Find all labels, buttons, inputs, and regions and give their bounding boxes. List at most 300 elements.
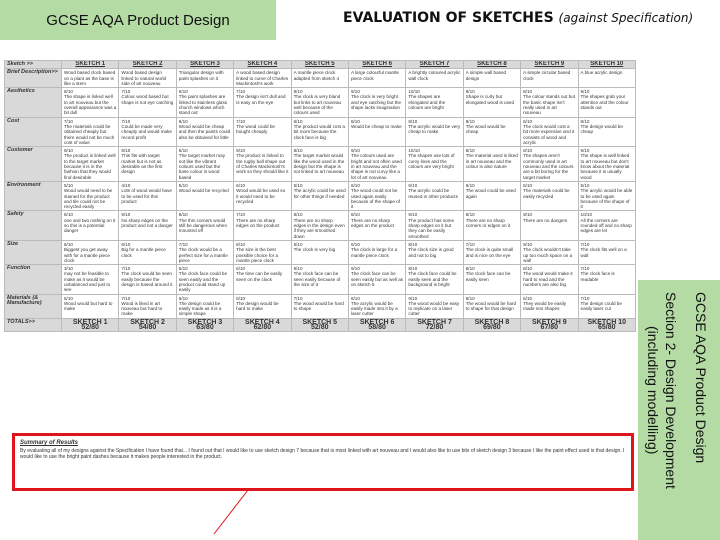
cell-score: 8/10: [293, 212, 303, 218]
table-cell: [521, 181, 578, 210]
cell-score: 6/10: [178, 148, 188, 154]
table-cell: [406, 265, 463, 294]
cell-score: 7/10: [178, 241, 188, 247]
cell-comment: The colour stands out but the basic shape isn't really used in art nouveau: [523, 94, 575, 116]
cell-comment: The wood would be easy to replicate on a laser cutter: [408, 300, 460, 317]
side-title: GCSE AQA Product Design: [693, 292, 709, 464]
cell-score: 8/10: [408, 266, 418, 272]
criteria-row: [5, 147, 636, 182]
cell-score: 6/10: [236, 182, 246, 188]
table-cell: [578, 88, 635, 117]
cell-score: 8/10: [408, 241, 418, 247]
cell-score: 8/10: [465, 295, 475, 301]
criteria-label: Safety: [5, 211, 62, 240]
sketch-description: Wood based clock based on a plant as the base is like a stem: [62, 69, 119, 88]
totals-row: [5, 318, 636, 332]
sketch-description: Wood based design linked to natural world side of art nouveau: [119, 69, 176, 88]
total-sketch-name: SKETCH 7: [417, 318, 452, 326]
cell-comment: Shape is curly but elongated wood is used: [465, 94, 515, 105]
cell-score: 8/10: [408, 118, 418, 124]
table-cell: [119, 147, 176, 182]
cell-comment: Wood would be used so it would need to be recycled: [236, 188, 286, 204]
sketch-heading: SKETCH 8: [463, 61, 520, 69]
evaluation-table: [4, 60, 636, 332]
table-cell: [463, 265, 520, 294]
cell-score: 6/10: [64, 241, 73, 247]
cell-score: 8/10: [523, 89, 533, 95]
table-cell: [348, 265, 405, 294]
total-score: 62/80: [253, 324, 272, 332]
sketch-description: A brightly coloured acrylic wall clock: [406, 69, 463, 88]
criteria-label: Customer: [5, 147, 62, 182]
cell-comment: The shapes use lots of curvy lines and the colours are very bright: [408, 153, 455, 170]
cell-score: 9/10: [350, 266, 360, 272]
cell-comment: The product would cost a bit more because the clock face is big: [293, 123, 345, 140]
total-cell: [406, 318, 463, 332]
cell-comment: There are no dangers: [523, 217, 568, 223]
description-row: [5, 69, 636, 88]
cell-score: 5/10: [64, 295, 73, 301]
cell-score: 6/10: [178, 295, 188, 301]
table-cell: [176, 181, 233, 210]
table-cell: [463, 240, 520, 264]
cell-score: 7/10: [121, 89, 131, 95]
cell-score: 8/10: [178, 212, 188, 218]
table-cell: [406, 211, 463, 240]
cell-score: 6/10: [236, 266, 246, 272]
table-cell: [234, 88, 291, 117]
table-cell: [119, 88, 176, 117]
cell-score: 6/10: [350, 182, 360, 188]
cell-comment: The design would be hard to make: [236, 300, 279, 312]
table-cell: [463, 117, 520, 146]
cell-score: 8/10: [465, 212, 475, 218]
table-cell: [348, 211, 405, 240]
cell-comment: The shapes aren't commonly used in art nouveau and the colours are a bit boring for the target market: [523, 153, 574, 180]
total-score: 72/80: [425, 324, 444, 332]
cell-score: 8/10: [523, 148, 533, 154]
cell-comment: No sharp edges on the product and not a danger: [121, 217, 173, 229]
table-cell: [291, 211, 348, 240]
criteria-row: [5, 211, 636, 240]
cell-comment: The time can be easily seen on the clock: [236, 271, 283, 282]
cell-score: 8/10: [523, 266, 533, 272]
cell-comment: All the corners are rounded off and no sharp edges are let: [580, 217, 632, 234]
table-cell: [521, 147, 578, 182]
evaluation-title: EVALUATION OF SKETCHES: [343, 10, 554, 26]
cell-score: 5/10: [178, 182, 188, 188]
cell-score: 7/10: [465, 241, 475, 247]
table-cell: [521, 88, 578, 117]
cell-score: 7/10: [236, 212, 246, 218]
sketch-heading: SKETCH 6: [348, 61, 405, 69]
cell-comment: The clock face is readable: [580, 271, 615, 282]
cell-score: 9/10: [465, 89, 475, 95]
cell-comment: There are no sharp edges on the product: [350, 217, 395, 229]
table-cell: [406, 181, 463, 210]
total-cell: [348, 318, 405, 332]
cell-comment: The colours used are bright and not often used in art nouveau and the shape is not curvy like a lot of art nouveau: [350, 153, 402, 180]
table-cell: [578, 265, 635, 294]
table-cell: [348, 240, 405, 264]
criteria-row: [5, 240, 636, 264]
cell-comment: The clock face could be easily seen and the background is bright: [408, 271, 457, 287]
cell-score: 8/10: [465, 266, 475, 272]
cell-comment: Big for a mantle piece clock: [121, 247, 166, 258]
total-cell: [119, 318, 176, 332]
table-cell: [291, 181, 348, 210]
cell-comment: The acrylic would be able to be used again because of the shape of it: [580, 188, 633, 210]
cell-comment: The shape is well linked to art nouveau but don't know about the material because it is usually wood: [580, 153, 630, 180]
cell-score: 9/10: [523, 241, 533, 247]
cell-score: 6/10: [178, 118, 188, 124]
cell-score: 6/10: [465, 182, 475, 188]
table-cell: [234, 117, 291, 146]
cell-score: 9/10: [350, 148, 360, 154]
total-sketch-name: SKETCH 9: [532, 318, 567, 326]
cell-comment: The target market may not like the vibrant colours used but the base colour is wood based: [178, 153, 225, 180]
table-cell: [578, 117, 635, 146]
total-sketch-name: SKETCH 6: [359, 318, 395, 326]
cell-score: 4/10: [121, 182, 131, 188]
table-cell: [348, 117, 405, 146]
cell-comment: The design could be easily made as it is a simple shape: [178, 300, 222, 317]
sketch-description: A simple wall based design: [463, 69, 520, 88]
cell-comment: The clock fits well on a wall: [580, 247, 627, 258]
cell-score: 5/10: [523, 182, 533, 188]
table-cell: [291, 88, 348, 117]
table-cell: [176, 147, 233, 182]
sketch-heading: SKETCH 4: [234, 61, 291, 69]
cell-comment: The acrylic would be easily made into it by a laser cutter: [350, 300, 398, 317]
cell-comment: Biggest you get away with for a mantle piece clock: [64, 247, 110, 263]
summary-text: By evaluating all of my designs against the Specification I have found that... I found out that I would like to use sketch design 7 because that is most linked with art nouveau and I would also like to use bits of sketch design 3 because I like the paint effect used is that design. I would like to use the bright paint dashes because it makes people interested in the product.: [20, 448, 625, 460]
sketch-description: A wood based design linked to curve of Charles Mackintosh's work: [234, 69, 291, 88]
cell-score: 6/10: [523, 118, 533, 124]
table-cell: [62, 117, 119, 146]
totals-label: TOTALS>>: [5, 318, 62, 332]
table-cell: [521, 240, 578, 264]
sketch-description: A large colourful mantle piece clock: [348, 69, 405, 88]
table-cell: [348, 88, 405, 117]
cell-comment: Could be made very cheaply and would make record profit: [121, 123, 172, 140]
cell-score: 6/10: [408, 182, 418, 188]
cell-comment: The thin corners would still be dangerous when mounted off: [178, 217, 228, 234]
cell-comment: may not be feasible to make as it would be unbalanced and just to see: [64, 271, 111, 293]
cell-comment: There are no sharp edges in the design even if they are smoothed down: [293, 217, 345, 239]
cell-comment: The wood would be hard to shape: [293, 300, 344, 312]
cell-score: 9/10: [408, 295, 418, 301]
cell-comment: The size is the best possible choice for a mantle piece clock: [236, 247, 279, 263]
cell-comment: There are no sharp edges on the product: [236, 217, 280, 229]
table-cell: [62, 265, 119, 294]
cell-score: 7/10: [236, 89, 246, 95]
cell-score: 9/10: [580, 89, 590, 95]
table-cell: [348, 294, 405, 318]
cell-comment: The wood could be used again: [465, 188, 516, 199]
total-cell: [62, 318, 119, 332]
cell-comment: The clock is very bright and eye catching but the shape lacks imagination: [350, 94, 402, 111]
cell-comment: Wood would be cheap and then the paints could also be obtained for little: [178, 123, 231, 140]
summary-title: Summary of Results: [20, 440, 79, 446]
criteria-row: [5, 265, 636, 294]
total-score: 65/80: [597, 324, 616, 332]
table-cell: [119, 265, 176, 294]
cell-score: 6/10: [523, 295, 533, 301]
cell-score: 6/10: [293, 118, 303, 124]
table-cell: [521, 211, 578, 240]
cell-comment: The clock face can be seen easily but as well as on sketch 5: [350, 271, 404, 287]
cell-comment: The wood would be cheap: [465, 123, 506, 135]
cell-comment: The material used is liked in art nouveau and the colour is also nature: [465, 153, 518, 170]
cell-score: 8/10: [350, 212, 360, 218]
cell-comment: The wood would be hard to shape for that design: [465, 300, 517, 312]
cell-score: 8/10: [64, 212, 73, 218]
cell-comment: The clock would be seen easily because the design is based around it: [121, 271, 173, 287]
cell-comment: one and two nothing on it so this is a potential danger: [64, 217, 116, 234]
cell-comment: Would be cheap to make: [350, 123, 402, 129]
cell-comment: The product has some sharp edges on it but they can be easily smoothed: [408, 217, 455, 239]
corner-label: Sketch >>: [5, 61, 62, 69]
cell-comment: The acrylic could be reused in other products: [408, 188, 458, 199]
cell-comment: The wood would make it hard to read and the numbers are also big: [523, 271, 573, 287]
cell-comment: The product is linked well to the target market because it is in the fashion that they would find desirable: [64, 153, 116, 180]
total-sketch-name: SKETCH 8: [474, 318, 510, 326]
cell-score: 7/10: [236, 118, 246, 124]
cell-comment: Colour wood based but shape is not eye catching: [121, 94, 174, 105]
cell-score: 10/10: [580, 212, 593, 218]
table-cell: [62, 147, 119, 182]
table-cell: [406, 294, 463, 318]
table-cell: [176, 265, 233, 294]
table-cell: [291, 265, 348, 294]
table-cell: [62, 88, 119, 117]
cell-score: 7/10: [580, 295, 590, 301]
cell-score: 7/10: [121, 295, 131, 301]
table-cell: [463, 181, 520, 210]
table-cell: [234, 240, 291, 264]
cell-comment: The product is linked to the rugby ball shape out of Charles Mackintosh's work so they should like it: [236, 153, 289, 175]
table-cell: [578, 147, 635, 182]
cell-comment: They would be easily made into shapes: [523, 300, 567, 312]
cell-comment: The design would be cheap: [580, 123, 623, 135]
table-cell: [234, 265, 291, 294]
table-cell: [463, 88, 520, 117]
cell-comment: Wood would need to be stained for the product and tile could not be recycled easily: [64, 188, 113, 210]
table-cell: [291, 240, 348, 264]
table-cell: [119, 294, 176, 318]
table-cell: [463, 294, 520, 318]
table-cell: [578, 211, 635, 240]
table-cell: [521, 117, 578, 146]
cell-score: 9/10: [293, 266, 303, 272]
table-cell: [176, 117, 233, 146]
side-section-line2: (including modelling): [645, 326, 661, 455]
total-score: 54/80: [138, 324, 157, 332]
table-cell: [234, 294, 291, 318]
cell-score: 8/10: [236, 241, 246, 247]
sketch-description: Triangular design with paint splashes on it: [176, 69, 233, 88]
cell-comment: Wood would be recycled: [178, 188, 229, 194]
total-sketch-name: SKETCH 3: [187, 318, 223, 326]
cell-comment: The design isn't dull and is easy on the eye: [236, 94, 286, 105]
table-cell: [291, 294, 348, 318]
total-sketch-name: SKETCH 5: [302, 318, 338, 326]
side-section-line1: Section 2- Design Development: [663, 292, 679, 489]
criteria-label: Aesthetics: [5, 88, 62, 117]
sketch-heading: SKETCH 5: [291, 61, 348, 69]
criteria-row: [5, 294, 636, 318]
cell-comment: The clock would be a perfect size for a mantle piece: [178, 247, 228, 263]
side-section: [644, 292, 680, 489]
cell-comment: Wood is liked in art nouveau but hard to make: [121, 300, 163, 317]
criteria-label: Materials (& Manufacture): [5, 294, 62, 318]
table-cell: [521, 265, 578, 294]
table-cell: [348, 181, 405, 210]
sketch-heading: SKETCH 2: [119, 61, 176, 69]
cell-score: 9/10: [408, 212, 418, 218]
cell-score: 9/10: [580, 148, 590, 154]
cell-score: 7/10: [121, 266, 131, 272]
cell-score: 8/10: [293, 89, 303, 95]
sketch-description: A simple circular based clock: [521, 69, 578, 88]
cell-score: 7/10: [121, 118, 131, 124]
cell-score: 9/10: [64, 148, 73, 154]
table-cell: [176, 294, 233, 318]
total-cell: [578, 318, 635, 332]
evaluation-subtitle: (against Specification): [558, 11, 694, 25]
sketch-heading: SKETCH 10: [578, 61, 635, 69]
cell-score: 5/10: [580, 182, 590, 188]
cell-comment: The clock face can be easily seen: [465, 271, 511, 282]
cell-comment: There are no sharp corners or edges on it: [465, 217, 511, 229]
cell-score: 6/10: [121, 241, 131, 247]
sketch-heading: SKETCH 3: [176, 61, 233, 69]
cell-comment: The wood could not be used again easily because of the shape of it: [350, 188, 400, 210]
cell-score: 6/10: [178, 89, 188, 95]
cell-comment: The clock face could be seen easily and the product could stand up easily: [178, 271, 228, 293]
sketch-heading: SKETCH 1: [62, 61, 119, 69]
cell-score: 9/10: [350, 89, 360, 95]
criteria-label: Function: [5, 265, 62, 294]
cell-comment: The design could be easily laser cut: [580, 300, 622, 312]
total-score: 52/80: [310, 324, 329, 332]
table-cell: [406, 88, 463, 117]
table-cell: [463, 211, 520, 240]
cell-comment: The clock is quite small and is nice on the eye: [465, 247, 514, 258]
cell-score: 3/10: [64, 266, 73, 272]
cell-comment: The clock face can be seen easily because of the size of it: [293, 271, 341, 287]
cell-comment: The clock is very big: [293, 247, 336, 253]
sketch-heading: SKETCH 7: [406, 61, 463, 69]
table-cell: [578, 294, 635, 318]
cell-comment: The shapes are elongated and the colours are bright: [408, 94, 446, 111]
cell-comment: The shape is linked well to art nouveau but the overall appearance was a bit dull: [64, 94, 117, 116]
total-cell: [463, 318, 520, 332]
total-cell: [176, 318, 233, 332]
criteria-row: [5, 88, 636, 117]
total-cell: [234, 318, 291, 332]
table-cell: [348, 147, 405, 182]
table-cell: [119, 211, 176, 240]
cell-comment: The wood could be bought cheaply: [236, 123, 275, 135]
cell-comment: The clock size is good and not to big: [408, 247, 454, 258]
cell-score: 8/10: [64, 89, 73, 95]
cell-score: 10/10: [408, 89, 420, 95]
total-sketch-name: SKETCH 4: [245, 318, 280, 326]
cell-score: 10/10: [408, 148, 420, 154]
sketch-heading: SKETCH 9: [521, 61, 578, 69]
table-cell: [578, 181, 635, 210]
cell-comment: The acrylic would be very cheap to make: [408, 123, 461, 135]
criteria-label: Environment: [5, 181, 62, 210]
table-cell: [119, 181, 176, 210]
total-score: 69/80: [483, 324, 501, 332]
total-sketch-name: SKETCH 2: [130, 318, 165, 326]
cell-comment: The target market would like the wood used in the design but the shape is not linked to art nouveau: [293, 153, 345, 175]
total-sketch-name: SKETCH 10: [587, 318, 627, 326]
cell-score: 9/10: [523, 212, 533, 218]
cell-score: 7/10: [64, 118, 73, 124]
criteria-row: [5, 181, 636, 210]
cell-score: 8/10: [465, 118, 475, 124]
header-title-right: [343, 10, 693, 26]
total-sketch-name: SKETCH 1: [72, 318, 108, 326]
cell-score: 8/10: [293, 148, 303, 154]
criteria-label: Size: [5, 240, 62, 264]
cell-comment: The clock wouldn't take up too much space on a wall: [523, 247, 573, 263]
summary-box: [12, 433, 634, 491]
cell-comment: This fits with target market but is not as desirable as the first design: [121, 153, 163, 175]
table-cell: [62, 294, 119, 318]
cell-comment: The acrylic could be used for other things if needed: [293, 188, 346, 199]
table-cell: [578, 240, 635, 264]
pointer-arrow-icon: [210, 488, 250, 538]
cell-score: 5/10: [293, 241, 303, 247]
cell-comment: The clock is large for a mantle piece clock: [350, 247, 398, 258]
total-cell: [291, 318, 348, 332]
cell-score: 6/10: [350, 241, 360, 247]
cell-comment: Wood would but hard to make: [64, 300, 113, 312]
table-cell: [406, 117, 463, 146]
table-cell: [291, 117, 348, 146]
table-cell: [406, 240, 463, 264]
cell-score: 7/10: [293, 295, 303, 301]
header-title-left: GCSE AQA Product Design: [0, 0, 276, 40]
total-score: 63/80: [196, 324, 214, 332]
cell-score: 9/10: [236, 148, 246, 154]
sketch-header-row: [5, 61, 636, 69]
cell-score: 9/10: [121, 212, 131, 218]
table-cell: [62, 181, 119, 210]
cell-comment: The clock is very bland but links to art nouveau well because of the colours used: [293, 94, 342, 116]
table-cell: [62, 240, 119, 264]
description-label: Brief Description>>: [5, 69, 62, 88]
table-cell: [119, 240, 176, 264]
table-cell: [234, 147, 291, 182]
sketch-description: A mantle piece clock adapted from sketch 4: [291, 69, 348, 88]
total-score: 52/80: [81, 324, 99, 332]
cell-score: 5/10: [293, 182, 303, 188]
table-cell: [119, 117, 176, 146]
cell-score: 7/10: [580, 241, 590, 247]
cell-score: 6/10: [178, 266, 188, 272]
cell-score: 8/10: [465, 148, 475, 154]
table-cell: [234, 211, 291, 240]
criteria-label: Cost: [5, 117, 62, 146]
cell-score: 8/10: [350, 295, 360, 301]
cell-comment: Lots of wood would have to be used for this product: [121, 188, 172, 204]
